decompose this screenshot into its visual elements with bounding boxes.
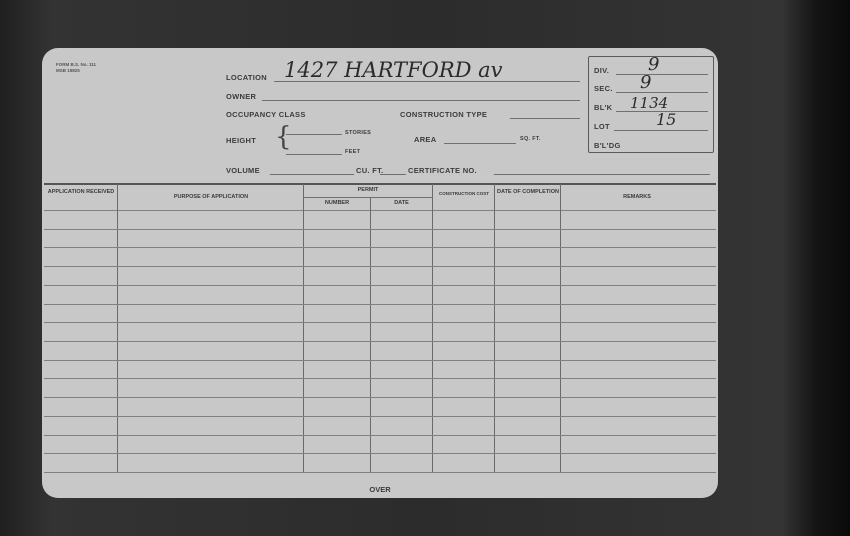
permit-sub-rule (304, 197, 432, 198)
col-divider (117, 184, 118, 472)
table-row (44, 360, 716, 361)
table-row (44, 472, 716, 473)
table-row (44, 247, 716, 248)
location-label: LOCATION (226, 73, 268, 82)
header-construction-cost: CONSTRUCTION COST (439, 191, 489, 196)
over-label: OVER (369, 485, 391, 494)
sqft-label: SQ. FT. (520, 136, 541, 142)
header-permit-date: DATE (394, 200, 409, 206)
header-application-received: APPLICATION RECEIVED (47, 189, 115, 195)
form-number-line2: MSB 19825 (56, 68, 80, 73)
header-remarks: REMARKS (623, 194, 651, 200)
table-row (44, 453, 716, 454)
volume-line (270, 174, 354, 175)
cuft-label: CU. FT. (356, 166, 384, 175)
form-number (56, 62, 96, 74)
sec-value: 9 (640, 72, 652, 93)
location-value: 1427 HARTFORD av (284, 58, 503, 82)
stories-label: STORIES (345, 130, 372, 136)
certificate-line (494, 174, 710, 175)
div-label: DIV. (594, 66, 610, 75)
area-label: AREA (414, 135, 437, 144)
div-line (616, 74, 708, 75)
owner-label: OWNER (226, 92, 257, 101)
table-row (44, 266, 716, 267)
table-header-rule (44, 210, 716, 211)
feet-line (286, 154, 342, 155)
table-row (44, 322, 716, 323)
blk-value: 1134 (630, 94, 669, 112)
construction-type-line (510, 118, 580, 119)
table-row (44, 416, 716, 417)
table-row (44, 285, 716, 286)
header-permit-number: NUMBER (324, 200, 350, 206)
lot-value: 15 (656, 110, 677, 129)
stories-line (286, 134, 342, 135)
lot-line (614, 130, 708, 131)
feet-label: FEET (345, 149, 361, 155)
occupancy-class-label: OCCUPANCY CLASS (226, 110, 306, 119)
div-value: 9 (648, 54, 660, 75)
lot-label: LOT (594, 122, 610, 131)
col-divider (370, 197, 371, 472)
header-date-of-completion: DATE OF COMPLETION (497, 189, 559, 195)
col-divider (432, 184, 433, 472)
table-row (44, 378, 716, 379)
height-label: HEIGHT (226, 136, 257, 145)
table-top-rule (44, 183, 716, 185)
header-purpose: PURPOSE OF APPLICATION (173, 194, 249, 200)
blk-label: BL'K (594, 103, 613, 112)
col-divider (494, 184, 495, 472)
col-divider (303, 184, 304, 472)
bldg-label: B'L'DG (594, 141, 621, 150)
form-number-line1: FORM B.S. No. 111 (56, 62, 97, 67)
certificate-label: CERTIFICATE NO. (408, 166, 477, 175)
table-row (44, 341, 716, 342)
permit-record-card (42, 48, 718, 498)
col-divider (560, 184, 561, 472)
header-permit: PERMIT (357, 187, 379, 193)
sec-line (616, 92, 708, 93)
table-row (44, 397, 716, 398)
sec-label: SEC. (594, 84, 613, 93)
height-brace: { (275, 122, 292, 152)
cuft-gap-line (380, 174, 406, 175)
owner-line (262, 100, 580, 101)
area-line (444, 143, 516, 144)
table-row (44, 304, 716, 305)
volume-label: VOLUME (226, 166, 260, 175)
table-row (44, 435, 716, 436)
table-row (44, 229, 716, 230)
construction-type-label: CONSTRUCTION TYPE (400, 110, 488, 119)
